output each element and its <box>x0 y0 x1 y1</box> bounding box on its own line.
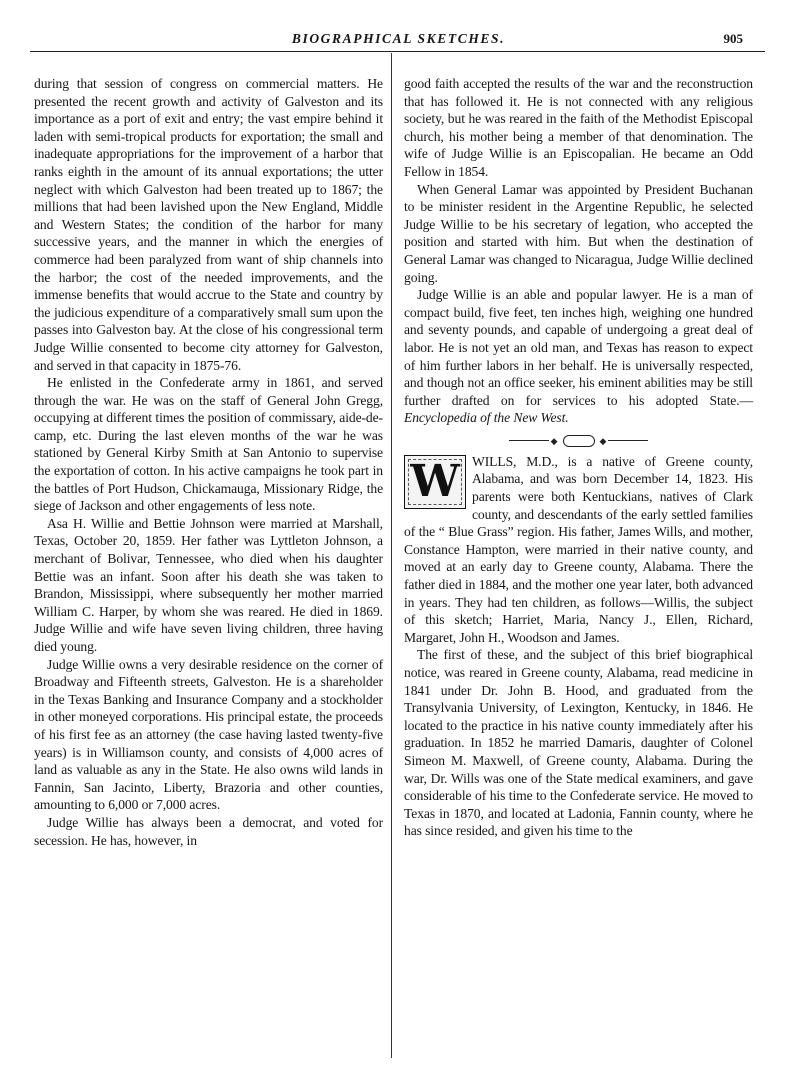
ornament-line-right <box>608 440 648 441</box>
left-column <box>34 75 383 849</box>
drop-cap-letter: W <box>410 455 460 507</box>
paragraph-confederate-service: He enlisted in the Confederate army in 1861, and served through the war. He was on the staff of General John Gregg, occupying at different times the position of commissary, aide-de-camp, etc. During the last eleven months of the war he was stationed by General Kirby Smith at San Antonio to supervise the exportation of cotton. In his active campaigns he took part in the battles of Port Hudson, Chickamauga, Missionary Ridge, the siege of Jackson and other engagements of less note. <box>34 375 383 514</box>
ornament-diamond-icon: ◆ <box>599 435 607 446</box>
paragraph-wills-career: The first of these, and the subject of this brief biographical notice, was reared in Greene county, Alabama, read medicine in 1841 under Dr. John B. Hood, and graduated from the Transylvania University, of Lexington, Kentucky, in 1846. He located to the practice in his native county immediately after his graduation. In 1852 he married Damaris, daughter of Colonel Simeon M. Maxwell, of Greene county, Alabama. During the war, Dr. Wills was one of the State medical examiners, and gave considerable of his time to the Confederate service. He moved to Texas in 1870, and located at Ladonia, Fannin county, where he has since resided, and given his time to the <box>404 647 753 839</box>
paragraph-religion: good faith accepted the results of the war and the reconstruction that has followed it. He is not connected with any religious society, but he was reared in the faith of the Methodist Episcopal church, his mother being a member of that denomination. The wife of Judge Willie is an Episcopalian. He became an Odd Fellow in 1854. <box>404 76 753 179</box>
running-title: BIOGRAPHICAL SKETCHES. <box>291 31 506 46</box>
ornament-line-left <box>509 440 549 441</box>
section-ornament <box>404 429 753 451</box>
paragraph-marriage: Asa H. Willie and Bettie Johnson were married at Marshall, Texas, October 20, 1859. Her father was Lyttleton Johnson, a merchant of Bolivar, Tennessee, who died when his daughter Bettie was an infant. Soon after his death she was taken to Brandon, Mississippi, where subsequently her mother married William C. Harper, by whom she was reared. He died in 1869. Judge Willie and wife have seven living children, three having died young. <box>34 515 383 654</box>
page-number: 905 <box>723 31 743 46</box>
paragraph-legation: When General Lamar was appointed by President Buchanan to be minister resident in the Argentine Republic, he selected Judge Willie to be his secretary of legation, who accepted the position and started with him. But when the destination of General Lamar was changed to Nicaragua, Judge Willie declined going. <box>404 181 753 285</box>
paragraph-wills-intro: WILLS, M.D., is a native of Greene county, Alabama, and was born December 14, 1823. His parents were both Kentuckians, natives of Clark county, and descendants of the early settled families of the “ Blue Grass” region. His father, James Wills, and mother, Constance Hampton, were married in their native county, and moved at an early day to Greene county, Alabama. There the father died in 1884, and the mother one year later, both advanced in years. They had ten children, as follows—Willis, the subject of this sketch; Harriet, Maria, Nancy J., Ellen, Richard, Margaret, John H., Woodson and James. <box>404 453 753 645</box>
wills-biography <box>404 453 753 840</box>
right-column <box>404 75 753 840</box>
drop-cap <box>404 455 466 509</box>
paragraph-character <box>404 286 753 427</box>
paragraph-estate: Judge Willie owns a very desirable residence on the corner of Broadway and Fifteenth streets, Galveston. He is a shareholder in the Texas Banking and Insurance Company and a stockholder in other moneyed corporations. His principal estate, the proceeds of his first fee as an attorney (the case having lasted twenty-five years) is in Williamson county, and consists of 4,000 acres of land as valuable as any in the State. He also owns wild lands in Fannin, San Jacinto, Liberty, Brazoria and other counties, amounting to 6,000 or 7,000 acres. <box>34 656 383 813</box>
character-text: Judge Willie is an able and popular lawyer. He is a man of compact build, five feet, ten inches high, weighing one hundred and seventy pounds, and capable of undergoing a great deal of labor. He is not yet an old man, and Texas has reason to expect of him further labors in her behalf. He is universally respected, and though not an office seeker, his eminent abilities may be still further drafted on for services to his adopted State.— <box>404 287 753 408</box>
running-head <box>0 31 797 51</box>
column-divider <box>391 53 392 1058</box>
ornament-diamond-icon: ◆ <box>550 435 558 446</box>
paragraph-politics: Judge Willie has always been a democrat, and voted for secession. He has, however, in <box>34 814 383 848</box>
header-rule <box>30 51 765 52</box>
ornament-scroll-icon <box>563 435 595 447</box>
source-citation: Encyclopedia of the New West. <box>404 410 569 426</box>
paragraph-congress: during that session of congress on commercial matters. He presented the recent growth and activity of Galveston and its importance as a port of exit and entry; the vast empire behind it laden with semi-tropical products for exportation; the small and inadequate appropriations for the improvement of a harbor that ranks eighth in the amount of its annual exportations; the utter neglect with which Galveston had been treated up to 1867; the millions that had been lavished upon the New England, Middle and Western States; the condition of the harbor for many successive years, and the manner in which the energies of commerce had been paralyzed from want of ship channels into the harbor; the cost of the needed improvements, and the immense benefits that would accrue to the State and country by the judicious expenditure of a comparatively small sum upon the passes into Galveston bay. At the close of his congressional term Judge Willie consented to become city attorney for Galveston, and served in that capacity in 1875-76. <box>34 76 383 373</box>
